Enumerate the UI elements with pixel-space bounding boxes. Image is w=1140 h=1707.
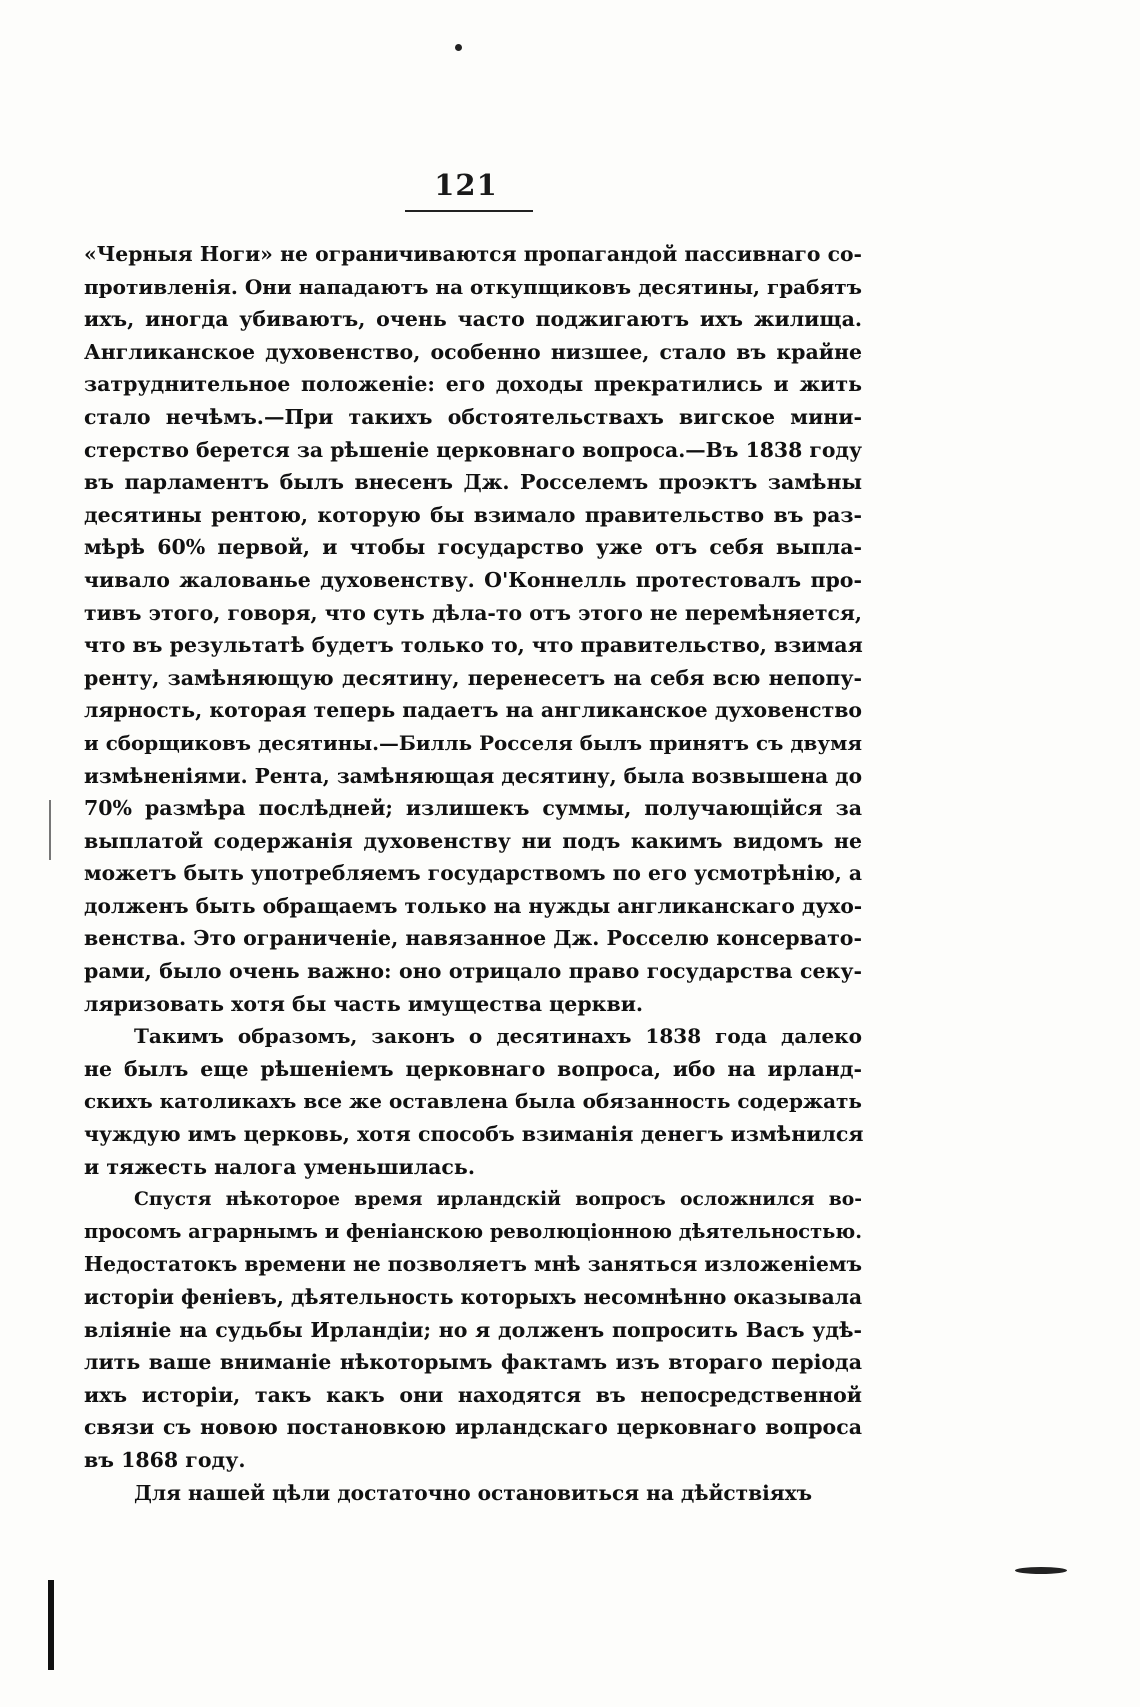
text-line: ренту, замѣняющую десятину, перенесетъ на себя всю непопу- [84, 665, 862, 690]
paragraph [84, 1020, 862, 1183]
text-line: ляризовать хотя бы часть имущества церкви. [84, 991, 644, 1016]
text-line: и сборщиковъ десятины.—Билль Росселя былъ принятъ съ двумя [84, 730, 862, 755]
text-line: измѣненіями. Рента, замѣняющая десятину, была возвышена до [84, 763, 862, 788]
text-line: 70% размѣра послѣдней; излишекъ суммы, получающійся за [84, 796, 862, 821]
paragraph [84, 1477, 862, 1510]
text-line: въ парламентъ былъ внесенъ Дж. Росселемъ проэктъ замѣны [84, 470, 862, 495]
text-line: венства. Это ограниченіе, навязанное Дж. Росселю консервато- [84, 926, 862, 951]
text-line: ихъ, иногда убиваютъ, очень часто поджигаютъ ихъ жилища. [84, 307, 862, 332]
text-line: мѣрѣ 60% первой, и чтобы государство уже отъ себя выпла- [84, 535, 862, 560]
scan-dash-mark [1015, 1567, 1067, 1574]
text-line: затруднительное положеніе: его доходы прекратились и жить [84, 372, 862, 397]
scan-speck [455, 44, 462, 51]
text-line: противленія. Они нападаютъ на откупщиковъ десятины, грабятъ [84, 274, 862, 299]
body-text [84, 238, 862, 1509]
text-line: чивало жалованье духовенству. О'Коннелль протестовалъ про- [84, 567, 862, 592]
text-line: въ 1868 году. [84, 1447, 246, 1472]
text-line: выплатой содержанія духовенству ни подъ какимъ видомъ не [84, 828, 862, 853]
text-line: Для нашей цѣли достаточно остановиться на дѣйствіяхъ [134, 1480, 813, 1505]
text-line: ихъ исторіи, такъ какъ они находятся въ непосредственной [84, 1382, 862, 1407]
text-line: исторіи феніевъ, дѣятельность которыхъ несомнѣнно оказывала [84, 1285, 863, 1309]
text-line: тивъ этого, говоря, что суть дѣла-то отъ этого не перемѣняется, [84, 600, 862, 625]
text-line: просомъ аграрнымъ и феніанскою революціонною дѣятельностью. [84, 1219, 862, 1243]
text-line: связи съ новою постановкою ирландскаго церковнаго вопроса [84, 1415, 862, 1440]
text-line: вліяніе на судьбы Ирландіи; но я долженъ попросить Васъ удѣ- [84, 1317, 862, 1342]
text-line: Спустя нѣкоторое время ирландскій вопросъ осложнился во- [134, 1188, 862, 1211]
text-line: стало нечѣмъ.—При такихъ обстоятельствахъ вигское мини- [84, 404, 862, 429]
text-line: что въ результатѣ будетъ только то, что правительство, взимая [84, 633, 863, 658]
header-rule [405, 210, 533, 212]
paragraph [84, 238, 862, 1020]
text-line: не былъ еще рѣшеніемъ церковнаго вопроса, ибо на ирланд- [84, 1056, 862, 1081]
text-line: десятины рентою, которую бы взимало правительство въ раз- [84, 502, 862, 527]
text-line: лярность, которая теперь падаетъ на англиканское духовенство [84, 698, 862, 723]
text-line: стерство берется за рѣшеніе церковнаго вопроса.—Въ 1838 году [84, 437, 862, 462]
text-line: лить ваше вниманіе нѣкоторымъ фактамъ изъ втораго періода [84, 1350, 862, 1375]
text-line: и тяжесть налога уменьшилась. [84, 1154, 475, 1179]
text-line: рами, было очень важно: оно отрицало право государства секу- [84, 959, 862, 984]
text-line: чуждую имъ церковь, хотя способъ взиманія денегъ измѣнился [84, 1122, 864, 1147]
page-number: 121 [434, 168, 498, 202]
text-line: Недостатокъ времени не позволяетъ мнѣ заняться изложеніемъ [84, 1252, 862, 1277]
text-line: Такимъ образомъ, законъ о десятинахъ 1838 года далеко [134, 1024, 862, 1049]
scan-edge-mark [48, 1580, 54, 1670]
text-line: Англиканское духовенство, особенно низшее, стало въ крайне [84, 339, 862, 364]
text-line: долженъ быть обращаемъ только на нужды англиканскаго духо- [84, 893, 863, 918]
scan-edge-mark [49, 800, 51, 860]
text-line: скихъ католикахъ все же оставлена была обязанность содержать [84, 1089, 862, 1114]
text-line: можетъ быть употребляемъ государствомъ по его усмотрѣнію, а [84, 861, 862, 886]
paragraph [84, 1183, 862, 1476]
text-line: «Черныя Ноги» не ограничиваются пропагандой пассивнаго со- [84, 242, 862, 266]
